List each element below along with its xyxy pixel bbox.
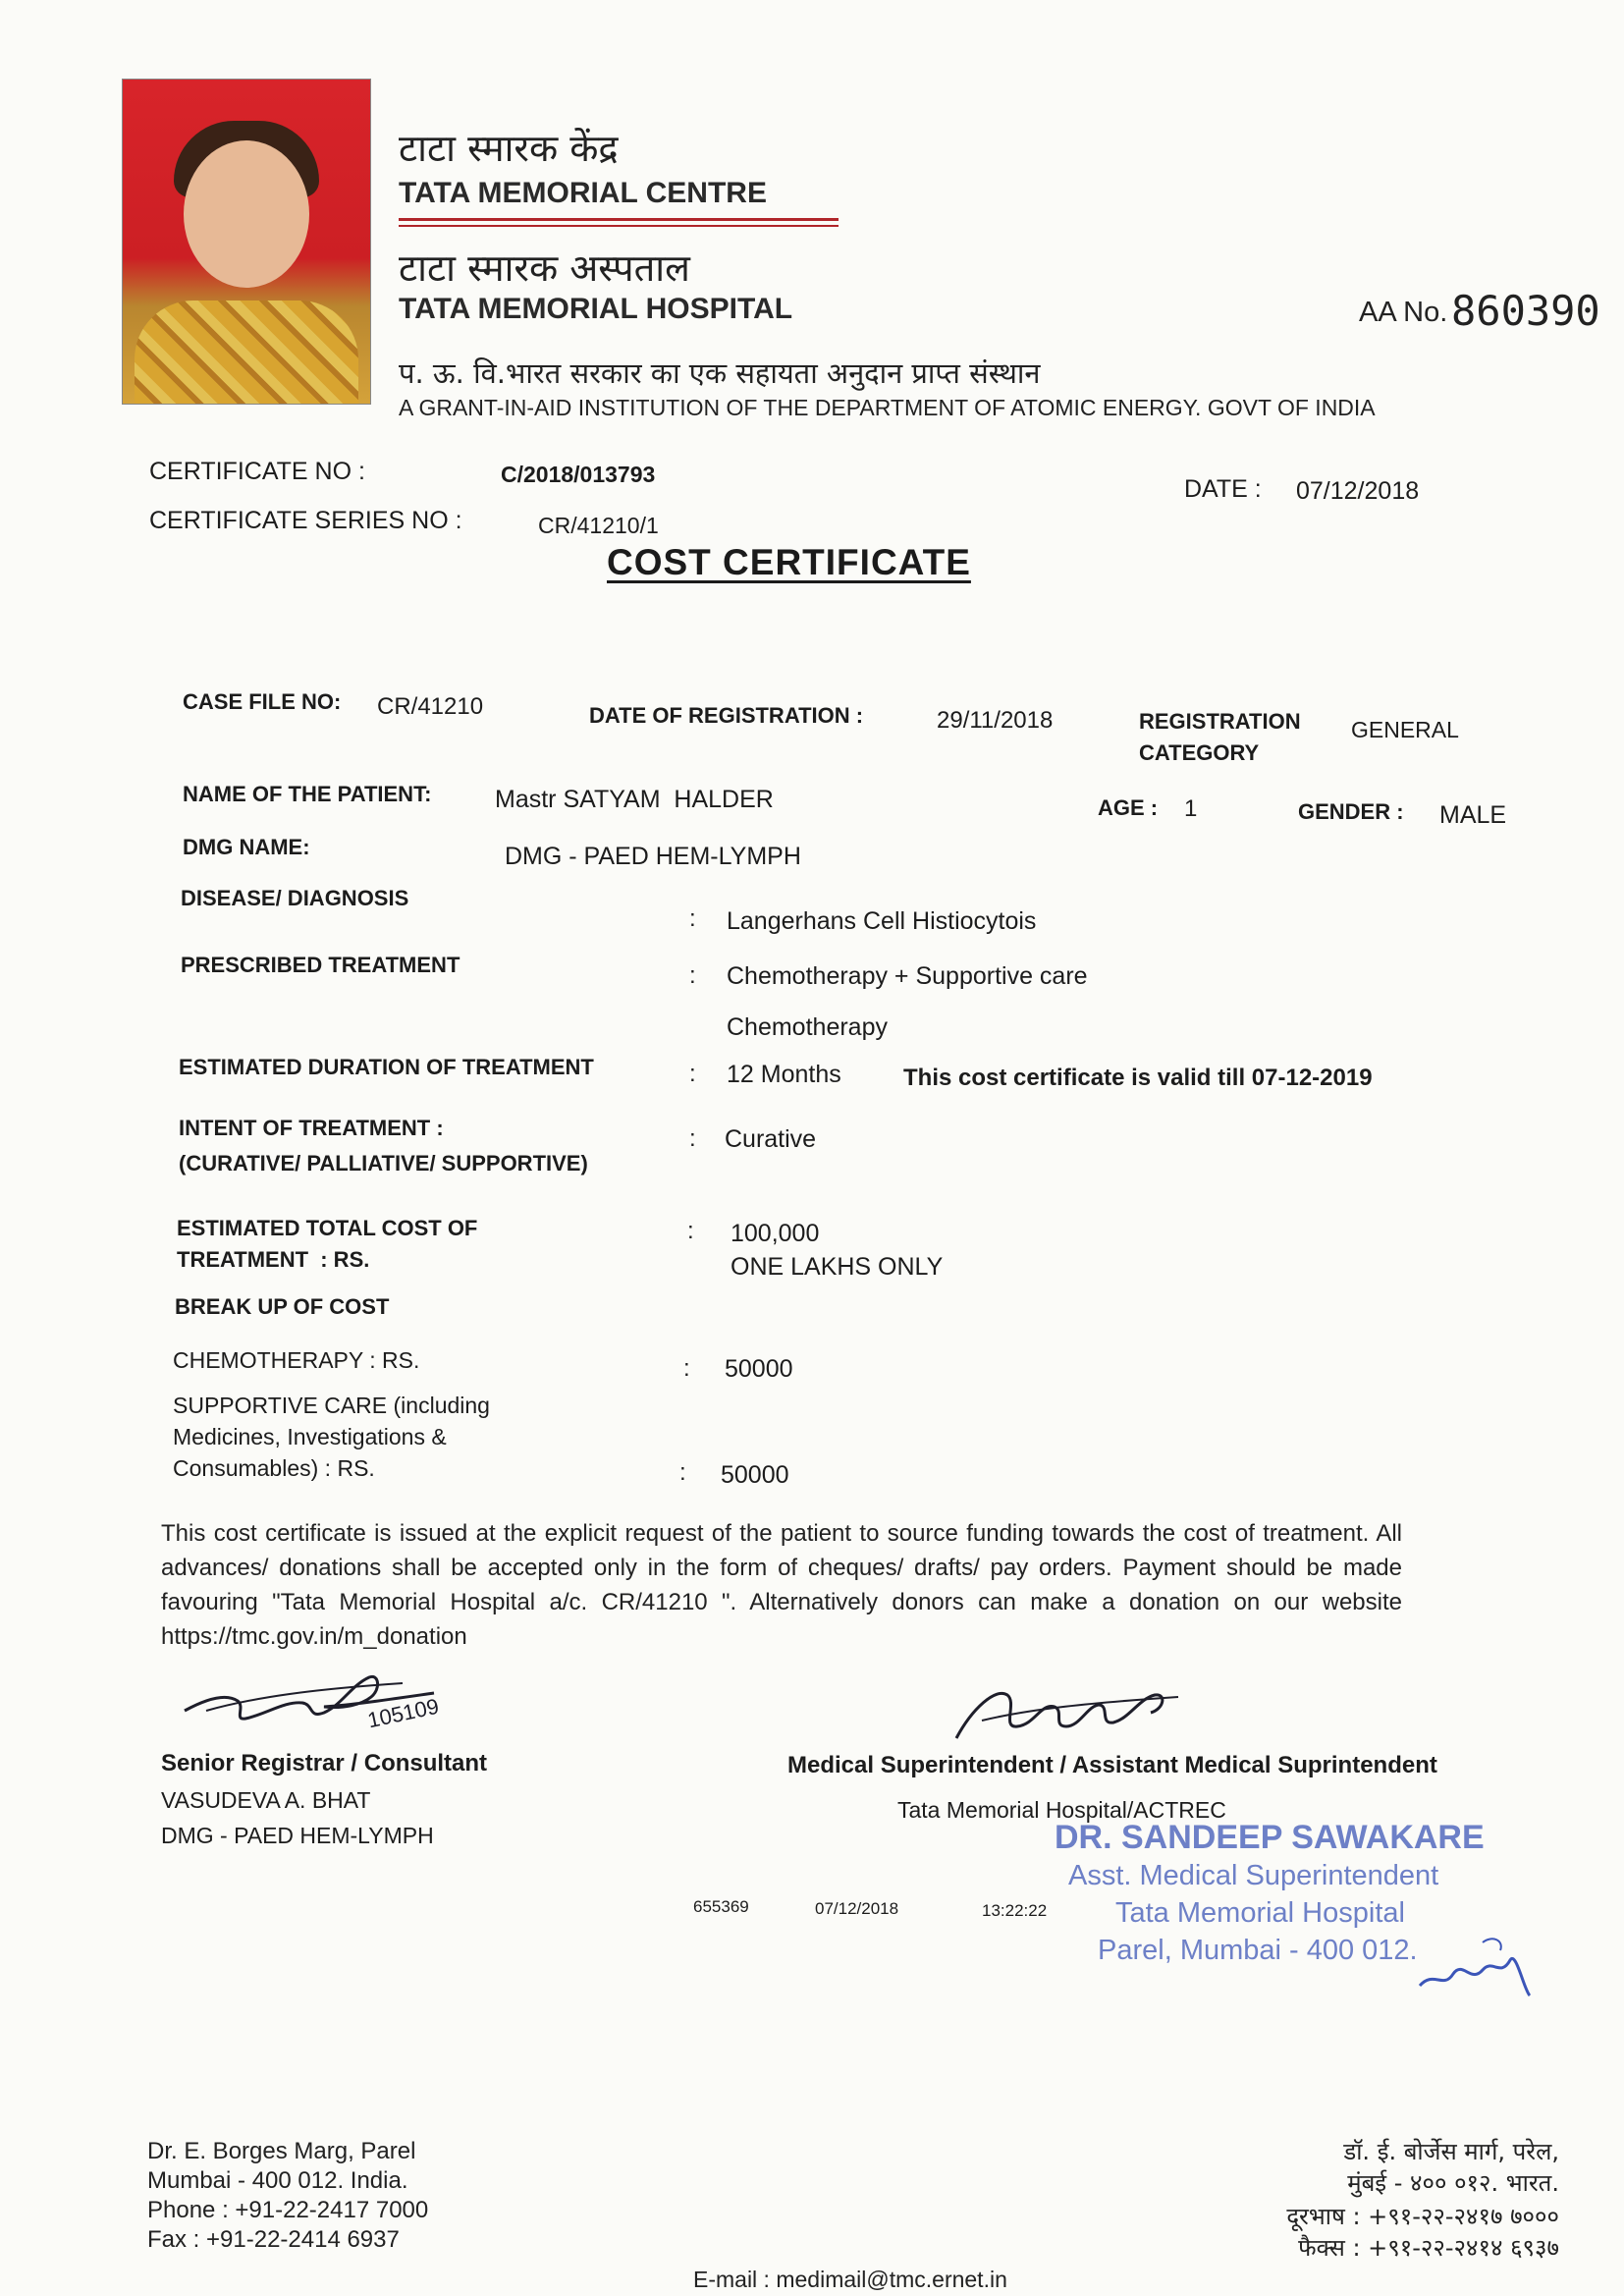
print-time: 13:22:22 — [982, 1901, 1048, 1920]
registration-date: 29/11/2018 — [937, 707, 1054, 734]
chemo-cost-label: CHEMOTHERAPY : RS. — [173, 1347, 420, 1373]
registration-category-label-2: CATEGORY — [1139, 740, 1260, 765]
age-label: AGE : — [1098, 795, 1159, 820]
colon: : — [689, 905, 696, 932]
header-rule — [399, 218, 839, 221]
footer-fax: Fax : +91-22-2414 6937 — [147, 2226, 400, 2253]
footer-address-1: Dr. E. Borges Marg, Parel — [147, 2138, 416, 2164]
registration-category: GENERAL — [1351, 717, 1459, 742]
patient-photo — [122, 79, 371, 405]
total-cost-label-2: TREATMENT : RS. — [177, 1247, 370, 1272]
centre-name: TATA MEMORIAL CENTRE — [399, 177, 767, 209]
stamp-initials — [1414, 1931, 1542, 2009]
date-label: DATE : — [1184, 475, 1262, 503]
superintendent-title: Medical Superintendent / Assistant Medical Suprintendent — [787, 1752, 1437, 1778]
footer-email: E-mail : medimail@tmc.ernet.in — [693, 2267, 1007, 2292]
certificate-series-no: CR/41210/1 — [538, 513, 659, 538]
consultant-title: Senior Registrar / Consultant — [161, 1750, 488, 1777]
colon: : — [689, 962, 696, 989]
validity-note: This cost certificate is valid till 07-12-2019 — [903, 1065, 1373, 1091]
footer-address-2: Mumbai - 400 012. India. — [147, 2167, 408, 2194]
patient-age: 1 — [1184, 795, 1198, 822]
stamp-place: Parel, Mumbai - 400 012. — [1098, 1935, 1418, 1966]
intent: Curative — [725, 1125, 817, 1153]
supportive-cost-label-3: Consumables) : RS. — [173, 1455, 375, 1481]
registration-date-label: DATE OF REGISTRATION : — [589, 703, 864, 728]
supportive-cost-label: SUPPORTIVE CARE (including — [173, 1393, 490, 1418]
chemo-cost: 50000 — [725, 1355, 793, 1383]
registration-category-label: REGISTRATION — [1139, 709, 1301, 734]
hindi-grant-line: प. ऊ. वि.भारत सरकार का एक सहायता अनुदान प्राप्त संस्थान — [399, 356, 1041, 390]
patient-gender: MALE — [1439, 801, 1507, 829]
diagnosis: Langerhans Cell Histiocytois — [727, 907, 1037, 935]
colon: : — [689, 1061, 696, 1087]
aa-number-label: AA No. — [1359, 297, 1448, 328]
footer-hindi-address-2: मुंबई - ४०० ०१२. भारत. — [1347, 2169, 1559, 2197]
prescribed-treatment: Chemotherapy + Supportive care — [727, 962, 1088, 990]
supportive-cost: 50000 — [721, 1461, 789, 1489]
intent-options-label: (CURATIVE/ PALLIATIVE/ SUPPORTIVE) — [179, 1151, 588, 1175]
colon: : — [687, 1218, 694, 1244]
hospital-name: TATA MEMORIAL HOSPITAL — [399, 293, 793, 325]
print-id: 655369 — [693, 1897, 749, 1916]
footer-hindi-fax: फैक्स : +९१-२२-२४१४ ६९३७ — [1298, 2234, 1559, 2262]
prescribed-treatment-2: Chemotherapy — [727, 1013, 888, 1041]
supportive-cost-label-2: Medicines, Investigations & — [173, 1424, 447, 1449]
colon: : — [689, 1125, 696, 1152]
colon: : — [683, 1355, 690, 1382]
breakup-label: BREAK UP OF COST — [175, 1294, 390, 1319]
total-cost-words: ONE LAKHS ONLY — [731, 1253, 944, 1281]
hindi-centre-name: टाटा स्मारक केंद्र — [399, 127, 619, 170]
superintendent-signature — [943, 1669, 1198, 1758]
consultant-department: DMG - PAED HEM-LYMPH — [161, 1823, 434, 1848]
colon: : — [679, 1459, 686, 1486]
stamp-role: Asst. Medical Superintendent — [1068, 1860, 1439, 1891]
dmg-name: DMG - PAED HEM-LYMPH — [505, 843, 801, 870]
print-date: 07/12/2018 — [815, 1899, 899, 1918]
case-file-label: CASE FILE NO: — [183, 689, 342, 714]
duration: 12 Months — [727, 1061, 841, 1088]
grant-line: A GRANT-IN-AID INSTITUTION OF THE DEPARTMENT OF ATOMIC ENERGY. GOVT OF INDIA — [399, 395, 1376, 420]
case-file-no: CR/41210 — [377, 693, 484, 720]
stamp-name: DR. SANDEEP SAWAKARE — [1055, 1819, 1485, 1856]
superintendent-org: Tata Memorial Hospital/ACTREC — [897, 1797, 1226, 1823]
duration-label: ESTIMATED DURATION OF TREATMENT — [179, 1055, 594, 1079]
footer-hindi-phone: दूरभाष : +९१-२२-२४१७ ७००० — [1286, 2203, 1559, 2230]
gender-label: GENDER : — [1298, 799, 1404, 824]
total-cost: 100,000 — [731, 1220, 820, 1247]
stamp-org: Tata Memorial Hospital — [1115, 1897, 1405, 1929]
page-title: COST CERTIFICATE — [607, 542, 971, 582]
footer-hindi-address-1: डॉ. ई. बोर्जेस मार्ग, परेल, — [1343, 2138, 1559, 2165]
patient-name-label: NAME OF THE PATIENT: — [183, 782, 432, 806]
hindi-hospital-name: टाटा स्मारक अस्पताल — [399, 246, 690, 290]
intent-label: INTENT OF TREATMENT : — [179, 1116, 444, 1140]
diagnosis-label: DISEASE/ DIAGNOSIS — [181, 886, 409, 910]
certificate-series-label: CERTIFICATE SERIES NO : — [149, 507, 462, 534]
prescribed-treatment-label: PRESCRIBED TREATMENT — [181, 953, 460, 977]
certificate-no-label: CERTIFICATE NO : — [149, 458, 365, 485]
dmg-name-label: DMG NAME: — [183, 835, 310, 859]
patient-name: Mastr SATYAM HALDER — [495, 786, 774, 813]
funding-paragraph: This cost certificate is issued at the explicit request of the patient to source funding towards the cost of treatment. All advances/ donations shall be accepted only in the form of cheques/ drafts/ pay orders. Payment should be made favouring "Tata Memorial Hospital a/c. CR/41210 ". Alternatively donors can make a donation on our website https://tmc.gov.in/m_donation — [161, 1520, 1402, 1650]
total-cost-label: ESTIMATED TOTAL COST OF — [177, 1216, 478, 1240]
certificate-date: 07/12/2018 — [1296, 477, 1420, 505]
header-rule-lower — [399, 225, 839, 227]
certificate-no: C/2018/013793 — [501, 462, 656, 487]
aa-number: 860390 — [1451, 287, 1600, 335]
consultant-name: VASUDEVA A. BHAT — [161, 1787, 371, 1813]
footer-phone: Phone : +91-22-2417 7000 — [147, 2197, 429, 2223]
signature-note: 105109 — [365, 1693, 442, 1733]
